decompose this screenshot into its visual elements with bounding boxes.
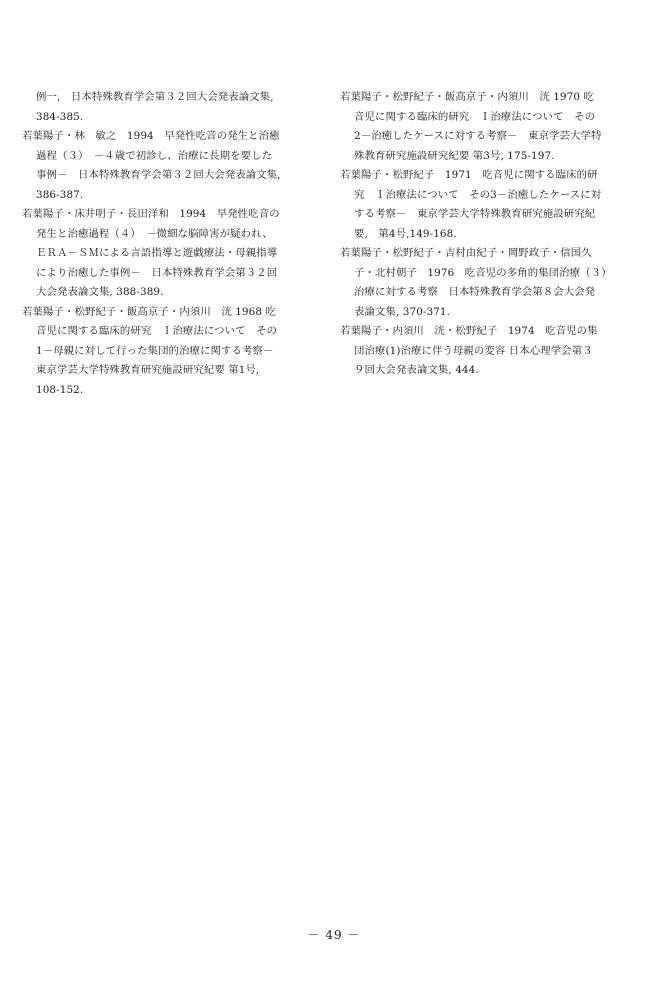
reference-line: 1－母親に対して行った集団的治療に関する考察－ — [36, 344, 274, 357]
reference-line: 究 Ｉ治療法について その3－治癒したケースに対 — [354, 188, 602, 201]
reference-line: 要, 第4号,149-168. — [354, 227, 457, 240]
reference-line: 団治療(1)治療に伴う母親の変容 日本心理学会第３ — [354, 344, 593, 357]
reference-line: 若葉陽子・内須川 洸・松野紀子 1974 吃音児の集 — [340, 325, 598, 337]
reference-entry — [340, 88, 640, 166]
reference-entry — [340, 166, 640, 244]
reference-line: 若葉陽子・松野紀子・吉村由紀子・岡野政子・信国久 — [340, 247, 592, 259]
reference-line: 東京学芸大学特殊教育研究施設研究紀要 第1号, — [36, 364, 260, 376]
reference-line: 子・北村朝子 1976 吃音児の多角的集団治療（３） — [354, 266, 612, 279]
reference-line: 音児に関する臨床的研究 Ｉ治療法について その — [354, 110, 596, 123]
reference-line: する考察－ 東京学芸大学特殊教育研究施設研究紀 — [354, 208, 596, 220]
reference-line: 若葉陽子・松野紀子 1971 吃音児に関する臨床的研 — [340, 169, 598, 181]
reference-line: 386-387. — [36, 188, 84, 201]
reference-line: 治療に対する考察 日本特殊教育学会第８会大会発 — [354, 286, 596, 298]
page-number: － 49 － — [307, 928, 361, 942]
reference-entry — [22, 303, 322, 401]
reference-line: ＥＲＡ－ＳＭによる言語指導と遊戯療法・母親指導 — [36, 247, 278, 259]
reference-line: ９回大会発表論文集, 444. — [354, 364, 479, 376]
reference-line: により治癒した事例－ 日本特殊教育学会第３２回 — [36, 266, 278, 279]
reference-line: 384-385. — [36, 110, 84, 123]
reference-line: 例一, 日本特殊教育学会第３２回大会発表論文集, — [36, 91, 274, 103]
reference-line: 発生と治癒過程（４） －微細な脳障害が疑われ、 — [36, 227, 273, 240]
reference-line: 殊教育研究施設研究紀要 第3号, 175-197. — [354, 149, 555, 162]
reference-line: 2－治癒したケースに対する考察－ 東京学芸大学特 — [354, 130, 602, 142]
reference-entry — [22, 205, 322, 303]
reference-entry — [340, 322, 640, 381]
references-column-left — [22, 88, 322, 400]
reference-line: 大会発表論文集, 388-389. — [36, 286, 164, 298]
reference-line: 若葉陽子・床井明子・長田洋和 1994 早発性吃音の — [22, 208, 280, 220]
reference-entry — [340, 244, 640, 322]
reference-line: 音児に関する臨床的研究 Ｉ治療法について その — [36, 325, 278, 337]
reference-line: 若葉陽子・松野紀子・飯高京子・内須川 洸 1970 吃 — [340, 91, 594, 103]
references-column-right — [340, 88, 640, 381]
reference-line: 事例－ 日本特殊教育学会第３２回大会発表論文集, — [36, 169, 281, 181]
reference-entry — [22, 88, 322, 127]
reference-line: 108-152. — [36, 383, 84, 396]
reference-line: 若葉陽子・松野紀子・飯高京子・内須川 洸 1968 吃 — [22, 305, 276, 318]
reference-entry — [22, 127, 322, 205]
reference-line: 過程（３） －４歳で初診し、治療に長期を要した — [36, 149, 273, 162]
reference-line: 表論文集, 370-371. — [354, 305, 451, 318]
reference-line: 若葉陽子・林 敏之 1994 早発性吃音の発生と治癒 — [22, 130, 280, 142]
